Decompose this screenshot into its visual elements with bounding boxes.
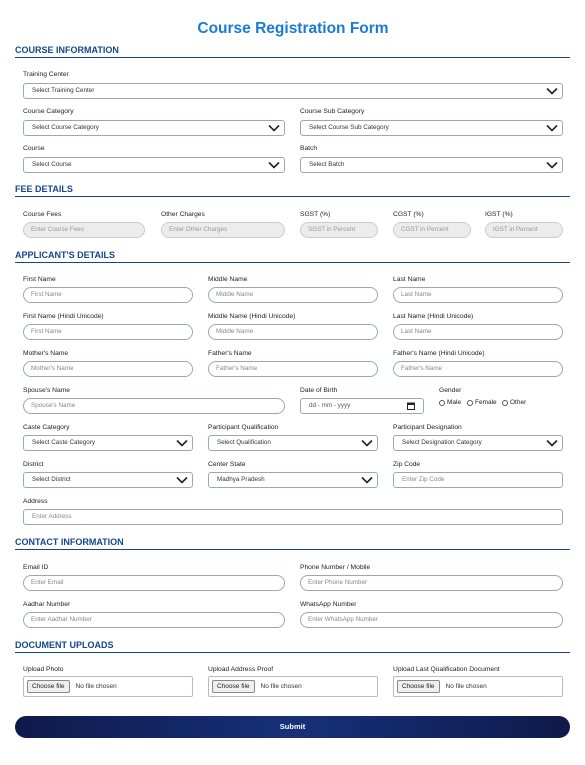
first-name-label: First Name xyxy=(23,276,56,283)
participant-designation-value: Select Designation Category xyxy=(402,439,482,446)
district-label: District xyxy=(23,461,44,468)
course-sub-category-select[interactable] xyxy=(300,120,563,136)
course-sub-category-value: Select Course Sub Category xyxy=(309,124,389,131)
chevron-down-icon xyxy=(361,439,373,447)
no-file-text: No file chosen xyxy=(445,683,487,690)
center-state-value: Madhya Pradesh xyxy=(217,476,265,483)
igst-input[interactable]: IGST in Percent xyxy=(485,222,563,238)
caste-category-select[interactable] xyxy=(23,435,193,451)
middle-name-label: Middle Name xyxy=(208,276,248,283)
last-name-label: Last Name xyxy=(393,276,426,283)
chevron-down-icon xyxy=(546,439,558,447)
radio-circle-icon xyxy=(502,400,508,406)
fathers-name-input[interactable]: Father's Name xyxy=(208,361,378,377)
chevron-down-icon xyxy=(268,161,280,169)
chevron-down-icon xyxy=(361,476,373,484)
participant-qualification-value: Select Qualification xyxy=(217,439,271,446)
other-charges-input[interactable]: Enter Other Charges xyxy=(161,222,285,238)
batch-select[interactable] xyxy=(300,157,563,173)
gender-option-label: Male xyxy=(447,399,462,406)
middle-name-hindi-label: Middle Name (Hindi Unicode) xyxy=(208,313,296,320)
course-fees-input[interactable]: Enter Course Fees xyxy=(23,222,145,238)
gender-radio-female[interactable] xyxy=(467,399,497,406)
first-name-hindi-input[interactable]: First Name xyxy=(23,324,193,340)
district-select[interactable] xyxy=(23,472,193,488)
gender-label: Gender xyxy=(439,387,462,394)
chevron-down-icon xyxy=(176,439,188,447)
last-name-hindi-label: Last Name (Hindi Unicode) xyxy=(393,313,474,320)
submit-button[interactable]: Submit xyxy=(15,716,570,738)
form-title: Course Registration Form xyxy=(197,20,389,37)
course-category-value: Select Course Category xyxy=(32,124,99,131)
district-value: Select District xyxy=(32,476,71,483)
middle-name-hindi-input[interactable]: Middle Name xyxy=(208,324,378,340)
center-state-label: Center State xyxy=(208,461,246,468)
section-fee-details: FEE DETAILS xyxy=(15,184,570,197)
sgst-input[interactable]: SGST in Percent xyxy=(300,222,378,238)
cgst-input[interactable]: CGST in Percent xyxy=(393,222,471,238)
chevron-down-icon xyxy=(176,476,188,484)
upload-photo-input[interactable] xyxy=(23,676,193,697)
choose-file-button[interactable]: Choose file xyxy=(397,680,440,693)
date-of-birth-value: dd - mm - yyyy xyxy=(309,402,351,409)
cgst-label: CGST (%) xyxy=(393,211,424,218)
zip-code-label: Zip Code xyxy=(393,461,421,468)
chevron-down-icon xyxy=(546,87,558,95)
participant-designation-label: Participant Designation xyxy=(393,424,462,431)
mothers-name-label: Mother's Name xyxy=(23,350,69,357)
upload-address-proof-input[interactable] xyxy=(208,676,378,697)
course-sub-category-label: Course Sub Category xyxy=(300,108,365,115)
course-category-label: Course Category xyxy=(23,108,74,115)
sgst-label: SGST (%) xyxy=(300,211,331,218)
address-label: Address xyxy=(23,498,48,505)
upload-address-proof-label: Upload Address Proof xyxy=(208,666,274,673)
phone-input[interactable]: Enter Phone Number xyxy=(300,575,563,591)
phone-label: Phone Number / Mobile xyxy=(300,564,371,571)
course-value: Select Course xyxy=(32,161,72,168)
date-of-birth-input[interactable] xyxy=(300,398,424,414)
chevron-down-icon xyxy=(546,124,558,132)
email-input[interactable]: Enter Email xyxy=(23,575,285,591)
date-of-birth-label: Date of Birth xyxy=(300,387,338,394)
center-state-select[interactable] xyxy=(208,472,378,488)
course-label: Course xyxy=(23,145,45,152)
course-select[interactable] xyxy=(23,157,285,173)
other-charges-label: Other Charges xyxy=(161,211,205,218)
caste-category-value: Select Caste Category xyxy=(32,439,95,446)
last-name-hindi-input[interactable]: Last Name xyxy=(393,324,563,340)
spouses-name-input[interactable]: Spouse's Name xyxy=(23,398,285,414)
gender-option-label: Female xyxy=(475,399,497,406)
participant-designation-select[interactable] xyxy=(393,435,563,451)
last-name-input[interactable]: Last Name xyxy=(393,287,563,303)
section-document-uploads: DOCUMENT UPLOADS xyxy=(15,640,570,653)
radio-circle-icon xyxy=(439,400,445,406)
training-center-value: Select Training Center xyxy=(32,87,95,94)
fathers-name-hindi-input[interactable]: Father's Name xyxy=(393,361,563,377)
email-label: Email ID xyxy=(23,564,49,571)
gender-radio-male[interactable] xyxy=(439,399,461,406)
upload-qualification-doc-input[interactable] xyxy=(393,676,563,697)
whatsapp-label: WhatsApp Number xyxy=(300,601,357,608)
gender-option-label: Other xyxy=(510,399,527,406)
first-name-hindi-label: First Name (Hindi Unicode) xyxy=(23,313,104,320)
section-applicants-details: APPLICANT'S DETAILS xyxy=(15,250,570,263)
aadhar-label: Aadhar Number xyxy=(23,601,71,608)
upload-photo-label: Upload Photo xyxy=(23,666,64,673)
section-contact-information: CONTACT INFORMATION xyxy=(15,537,570,550)
training-center-select[interactable] xyxy=(23,83,563,99)
gender-radio-other[interactable] xyxy=(502,399,526,406)
whatsapp-input[interactable]: Enter WhatsApp Number xyxy=(300,612,563,628)
igst-label: IGST (%) xyxy=(485,211,513,218)
middle-name-input[interactable]: Middle Name xyxy=(208,287,378,303)
no-file-text: No file chosen xyxy=(260,683,302,690)
chevron-down-icon xyxy=(268,124,280,132)
no-file-text: No file chosen xyxy=(75,683,117,690)
training-center-label: Training Center xyxy=(23,71,69,78)
fathers-name-label: Father's Name xyxy=(208,350,252,357)
spouses-name-label: Spouse's Name xyxy=(23,387,70,394)
zip-code-input[interactable]: Enter Zip Code xyxy=(393,472,563,488)
address-input[interactable]: Enter Address xyxy=(23,509,563,525)
calendar-icon[interactable] xyxy=(407,402,415,410)
batch-value: Select Batch xyxy=(309,161,345,168)
radio-circle-icon xyxy=(467,400,473,406)
mothers-name-input[interactable]: Mother's Name xyxy=(23,361,193,377)
section-course-information: COURSE INFORMATION xyxy=(15,45,570,58)
course-fees-label: Course Fees xyxy=(23,211,62,218)
first-name-input[interactable]: First Name xyxy=(23,287,193,303)
aadhar-input[interactable]: Enter Aadhar Number xyxy=(23,612,285,628)
upload-qualification-doc-label: Upload Last Qualification Document xyxy=(393,666,500,673)
choose-file-button[interactable]: Choose file xyxy=(27,680,70,693)
course-category-select[interactable] xyxy=(23,120,285,136)
participant-qualification-label: Participant Qualification xyxy=(208,424,279,431)
chevron-down-icon xyxy=(546,161,558,169)
fathers-name-hindi-label: Father's Name (Hindi Unicode) xyxy=(393,350,485,357)
participant-qualification-select[interactable] xyxy=(208,435,378,451)
caste-category-label: Caste Category xyxy=(23,424,70,431)
choose-file-button[interactable]: Choose file xyxy=(212,680,255,693)
batch-label: Batch xyxy=(300,145,318,152)
